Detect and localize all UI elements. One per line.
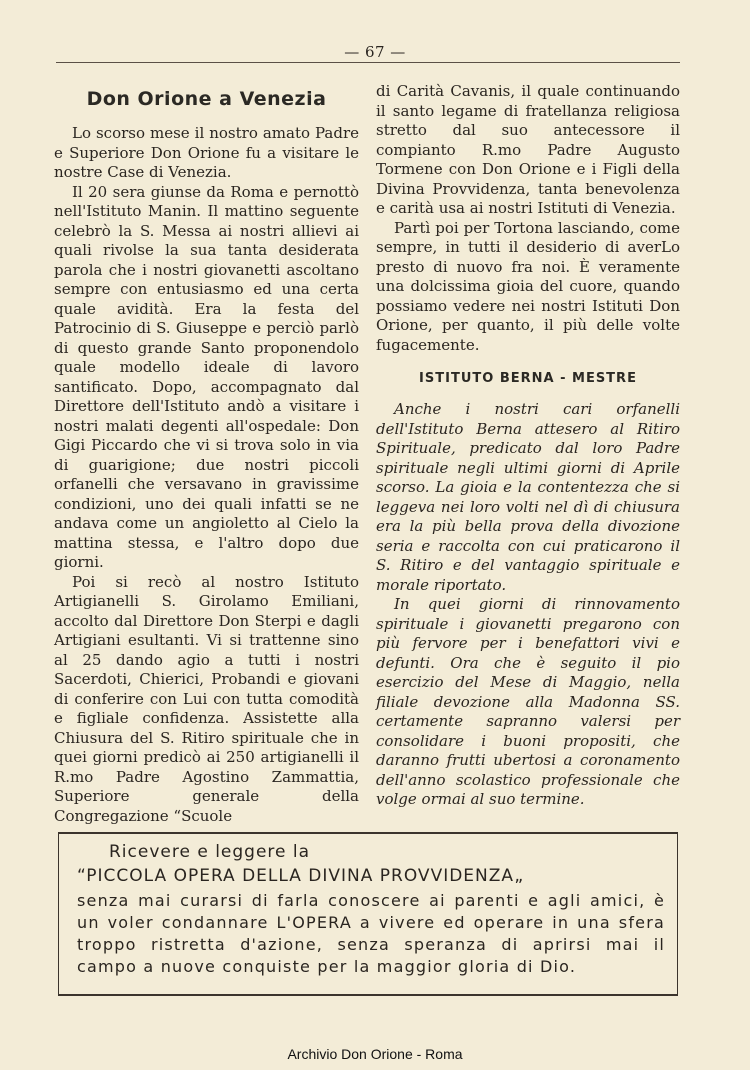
paragraph: In quei giorni di rinnovamento spirituale i giovanetti pregarono con più fervore per i benefattori vivi e defunti. Ora che è seguito il pio esercizio del Mese di Maggio, nella filiale devozione alla Madonna SS. certamente sapranno valersi per consolidare i buoni propositi, che daranno frutti ubertosi a coronamento dell'anno scolastico professionale che volge ormai al suo termine. xyxy=(376,595,680,808)
paragraph: Poi si recò al nostro Istituto Artigianelli S. Girolamo Emiliani, accolto dal Direttore Don Sterpi e dagli Artigiani esultanti. Vi si trattenne sino al 25 dando agio a tutti i nostri Sacerdoti, Chierici, Probandi e giovani di conferire con Lui con tutta comodità e figliale confidenza. Assistette alla Chiusura del S. Ritiro spirituale che in quei giorni predicò ai 250 artigianelli il R.mo Padre Agostino Zammattia, Superiore generale della Congregazione “Scuole xyxy=(54,572,359,825)
notice-intro: Ricevere e leggere la xyxy=(109,842,311,862)
page-number: — 67 — xyxy=(344,43,406,61)
section-heading: ISTITUTO BERNA - MESTRE xyxy=(419,371,637,386)
archive-footer: Archivio Don Orione - Roma xyxy=(287,1046,463,1062)
paragraph: Il 20 sera giunse da Roma e pernottò nell'Istituto Manin. Il mattino seguente celebrò la S. Messa ai nostri allievi ai quali rivolse la sua tanta desiderata parola che i nostri giovanetti ascoltano sempre con entusiasmo ed una certa quale avidità. Era la festa del Patrocinio di S. Giuseppe e perciò parlò di questo grande Santo proponendolo quale modello ideale di lavoro santificato. Dopo, accompagnato dal Direttore dell'Istituto andò a visitare i nostri malati degenti all'ospedale: Don Gigi Piccardo che vi si trova solo in via di guarigione; due nostri piccoli orfanelli che versavano in gravissime condizioni, uno dei quali infatti se ne andava come un angioletto al Cielo la mattina stessa, e l'altro dopo due giorni. xyxy=(54,182,359,571)
notice-text: senza mai curarsi di farla conoscere ai parenti e agli amici, è un voler condannare L'OPERA a vivere ed operare in una sfera troppo ristretta d'azione, senza speranza di aprirsi mai il campo a nuove conquiste per la maggior gloria di Dio. xyxy=(77,891,665,976)
paragraph: Partì poi per Tortona lasciando, come sempre, in tutti il desiderio di averLo presto di nuovo fra noi. È veramente una dolcissima gioia del cuore, quando possiamo vedere nei nostri Istituti Don Orione, per quanto, il più delle volte fugacemente. xyxy=(376,218,680,354)
paragraph: Anche i nostri cari orfanelli dell'Istituto Berna attesero al Ritiro Spirituale, predicato dal loro Padre spirituale negli ultimi giorni di Aprile scorso. La gioia e la contentezza che si leggeva nei loro volti nel dì di chiusura era la più bella prova della divozione seria e raccolta con cui praticarono il S. Ritiro e del vantaggio spirituale e morale riportato. xyxy=(376,400,680,594)
notice-box xyxy=(58,832,678,996)
paragraph: di Carità Cavanis, il quale continuando il santo legame di fratellanza religiosa stretto dal suo antecessore il compianto R.mo Padre Augusto Tormene con Don Orione e i Figli della Divina Provvidenza, tanta benevolenza e carità usa ai nostri Istituti di Venezia. xyxy=(376,82,680,217)
paragraph: Lo scorso mese il nostro amato Padre e Superiore Don Orione fu a visitare le nostre Case di Venezia. xyxy=(54,124,359,181)
notice-publication-title: “PICCOLA OPERA DELLA DIVINA PROVVIDENZA„ xyxy=(77,866,525,886)
left-column xyxy=(54,82,359,826)
header-rule xyxy=(56,62,680,63)
article-title: Don Orione a Venezia xyxy=(86,88,327,110)
right-column xyxy=(376,82,680,810)
